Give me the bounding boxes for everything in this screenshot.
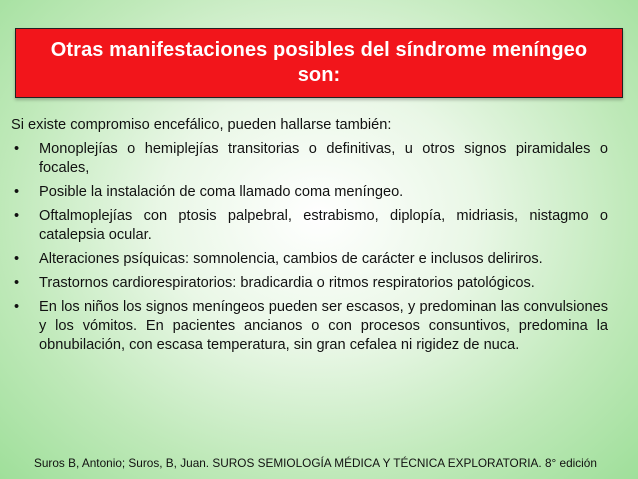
list-item [11,298,608,355]
bullet-text: En los niños los signos meníngeos pueden ser escasos, y predominan las convulsiones y los vómitos. En pacientes ancianos o con procesos consuntivos, predomina la obnubilación, con escasa temperatura, sin gran cefalea ni rigidez de nuca. [39,299,608,353]
bullet-text: Oftalmoplejías con ptosis palpebral, estrabismo, diplopía, midriasis, nistagmo o catalepsia ocular. [39,208,608,243]
list-item [11,274,608,293]
citation-footer: Suros B, Antonio; Suros, B, Juan. SUROS SEMIOLOGÍA MÉDICA Y TÉCNICA EXPLORATORIA. 8° edición [34,456,597,470]
list-item [11,250,608,269]
bullet-icon: • [14,251,20,267]
slide-title: Otras manifestaciones posibles del síndrome meníngeo son: [50,39,588,86]
intro-text: Si existe compromiso encefálico, pueden hallarse también: [11,117,392,133]
bullet-icon: • [14,141,20,157]
bullet-list [11,140,608,355]
bullet-icon: • [14,299,20,315]
bullet-icon: • [14,184,20,200]
bullet-text: Posible la instalación de coma llamado coma meníngeo. [39,184,404,200]
list-item [11,140,608,178]
slide-content [11,116,608,360]
bullet-icon: • [14,208,20,224]
list-item [11,183,608,202]
list-item [11,207,608,245]
bullet-text: Alteraciones psíquicas: somnolencia, cambios de carácter e inclusos deliriros. [39,251,543,267]
bullet-icon: • [14,275,20,291]
bullet-text: Trastornos cardiorespiratorios: bradicardia o ritmos respiratorios patológicos. [39,275,535,291]
bullet-text: Monoplejías o hemiplejías transitorias o definitivas, u otros signos piramidales o focales, [39,141,608,176]
title-banner [15,28,623,98]
